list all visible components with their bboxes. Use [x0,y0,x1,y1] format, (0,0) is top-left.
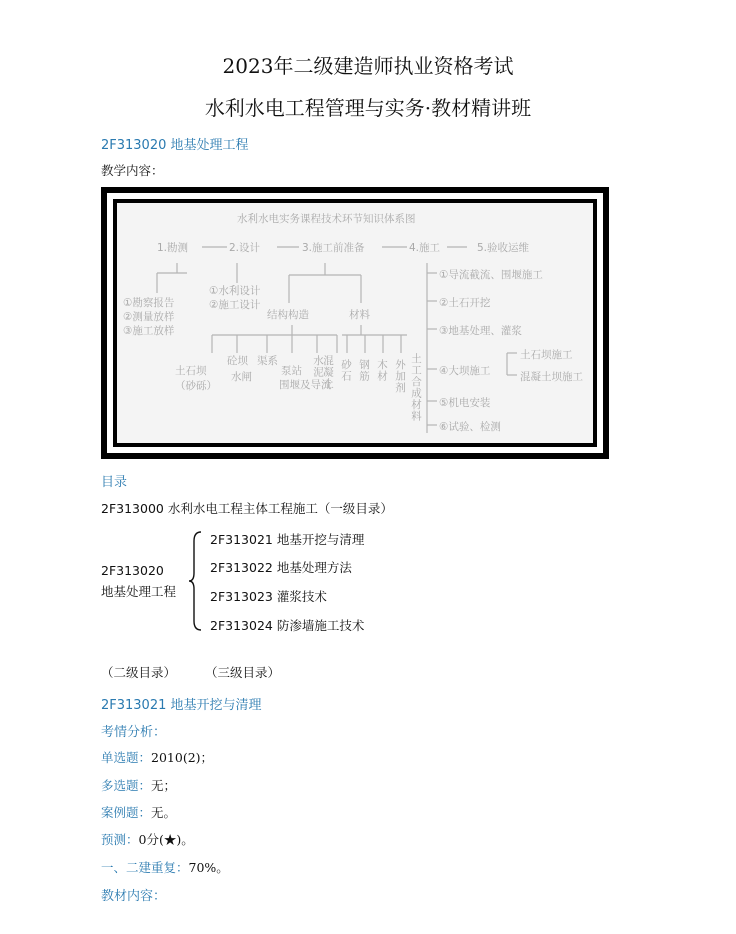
construction-item: ⑤机电安装 [439,397,491,409]
diagram-step-1: 1.勘测 [157,242,189,254]
construction-item: ②土石开挖 [439,297,491,309]
forecast-value: 0分(★)。 [138,832,194,847]
material-item: 钢筋 [358,359,370,382]
structure-item: 水闸 [231,371,252,383]
material-item: 砂石 [340,359,352,382]
toc-level2-note: （二级目录） [101,665,177,680]
case-value: 无。 [151,805,177,820]
toc-group-name: 地基处理工程 [101,584,177,599]
document-title-line1: 2023年二级建造师执业资格考试 [222,54,514,78]
forecast-label: 预测： [101,832,139,847]
toc-item: 2F313022 地基处理方法 [210,560,352,575]
teaching-content-label: 教学内容： [101,163,164,178]
survey-item: ②测量放样 [123,311,175,323]
document-title-line2: 水利水电工程管理与实务·教材精讲班 [204,96,532,120]
structure-item: 泵站 [281,365,302,377]
toc-item: 2F313021 地基开挖与清理 [210,532,365,547]
structure-item: 土石坝（砂砾） [175,365,217,392]
construction-item: ⑥试验、检测 [439,421,501,433]
diagram-step-4: 4.施工 [409,242,441,254]
material-item: 木材 [376,359,388,382]
toc-group-code: 2F313020 [101,563,164,578]
material-item: 水泥 [312,355,324,378]
material-item: 外加剂 [394,359,406,394]
material-item: 土工合成材料 [410,353,422,422]
exam-analysis-label: 考情分析： [101,725,167,740]
knowledge-diagram [101,187,609,459]
toc-level1: 2F313000 水利水电工程主体工程施工（一级目录） [101,501,393,516]
toc-level3-note: （三级目录） [205,665,281,680]
design-item: ②施工设计 [209,299,261,311]
dam-item: 混凝土坝施工 [520,371,583,383]
construction-item: ④大坝施工 [439,365,491,377]
dam-item: 土石坝施工 [520,349,573,361]
toc-label: 目录 [101,475,128,490]
multi-choice-row [101,776,176,794]
single-choice-row [101,748,213,766]
design-item: ①水利设计 [209,285,261,297]
multi-choice-label: 多选题： [101,778,152,793]
brace-icon [188,531,202,631]
case-label: 案例题： [101,805,152,820]
survey-item: ③施工放样 [123,325,175,337]
case-row [101,803,176,821]
diagram-step-2: 2.设计 [229,242,261,254]
repeat-value: 70%。 [188,860,229,875]
prep-item-materials: 材料 [349,309,370,321]
subsection-title: 2F313021 地基开挖与清理 [101,698,262,713]
multi-choice-value: 无； [151,778,177,793]
single-choice-label: 单选题： [101,750,152,765]
structure-item: 渠系 [257,355,278,367]
toc-item: 2F313024 防渗墙施工技术 [210,618,365,633]
textbook-content-label: 教材内容： [101,889,167,904]
diagram-step-3: 3.施工前准备 [302,242,365,254]
repeat-label: 一、二建重复： [101,860,189,875]
structure-item: 围堰及导流 [279,379,332,391]
survey-item: ①勘察报告 [123,297,175,309]
toc-item: 2F313023 灌浆技术 [210,589,327,604]
single-choice-value: 2010(2)； [151,750,214,765]
section-title: 2F313020 地基处理工程 [101,138,249,153]
diagram-step-5: 5.验收运维 [477,242,530,254]
construction-item: ①导流截流、围堰施工 [439,269,543,281]
repeat-row [101,858,229,876]
structure-item: 砼坝 [227,355,248,367]
diagram-title: 水利水电实务课程技术环节知识体系图 [237,213,416,225]
forecast-row [101,830,194,848]
diagram-canvas [117,203,593,443]
material-item: 混凝土 [322,355,334,390]
construction-item: ③地基处理、灌浆 [439,325,522,337]
prep-item-structure: 结构构造 [267,309,309,321]
